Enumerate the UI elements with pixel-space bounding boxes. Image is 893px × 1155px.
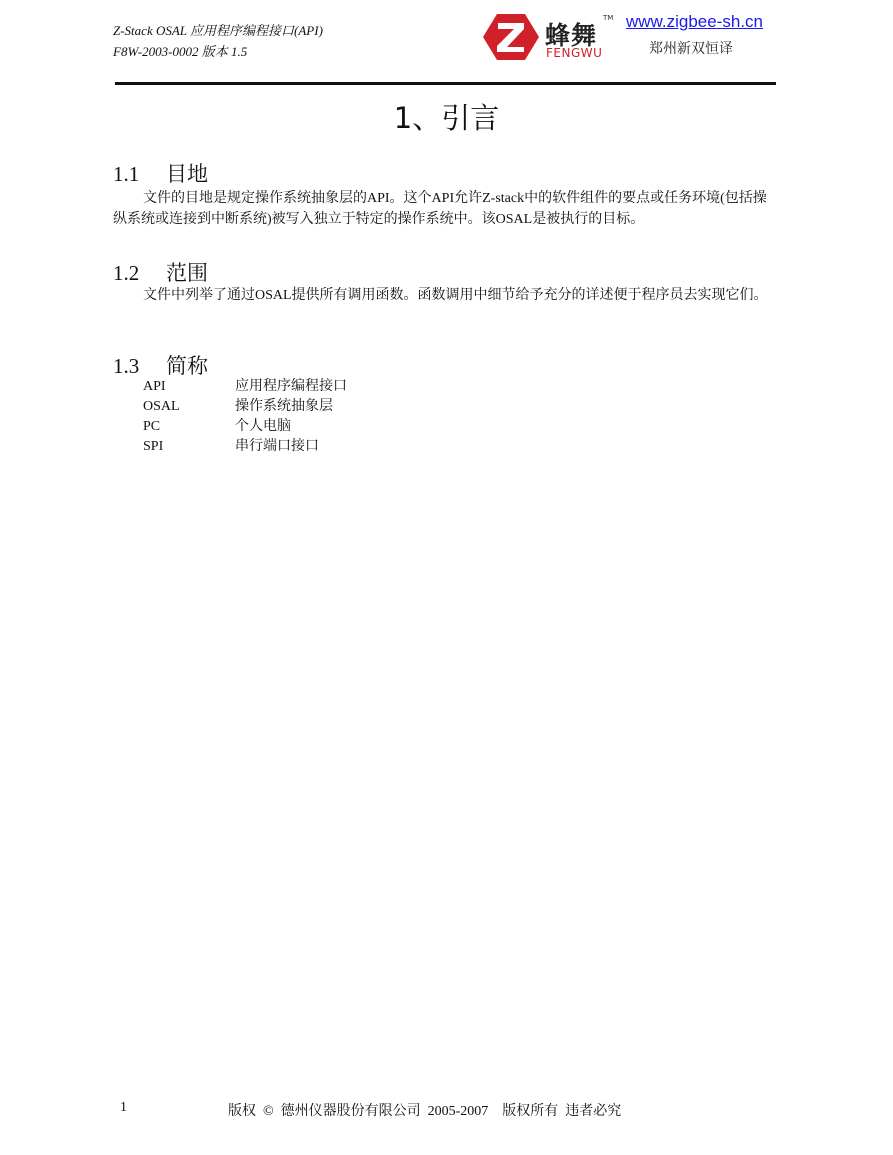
section-number: 1.2 [113,261,140,285]
abbreviation-meaning: 应用程序编程接口 [235,379,347,394]
abbreviation-term: OSAL [143,399,180,414]
abbreviation-row [143,437,347,457]
abbreviation-meaning: 操作系统抽象层 [235,399,333,414]
header-divider [115,82,776,85]
section-heading-scope [113,257,208,287]
section-body-purpose: 文件的目地是规定操作系统抽象层的API。这个API允许Z-stack中的软件组件的要点或任务环境(包括操纵系统或连接到中断系统)被写入独立于特定的操作系统中。该OSAL是被执行的目标。 [113,191,767,227]
section-title: 目地 [166,162,208,186]
trademark-mark: TM [603,14,614,22]
doc-code: F8W-2003-0002 版本 1.5 [113,44,248,59]
logo-english-text: FENGWU [546,46,603,60]
fengwu-logo [483,12,618,62]
translator-org: 郑州新双恒译 [649,42,733,57]
section-title: 范围 [166,261,208,285]
section-title: 简称 [166,354,208,378]
doc-title: Z-Stack OSAL 应用程序编程接口(API) [113,23,323,38]
section-number: 1.1 [113,162,140,186]
abbreviation-row [143,417,347,437]
copyright-notice: 版权 © 德州仪器股份有限公司 2005-2007 版权所有 违者必究 [228,1104,622,1119]
abbreviation-meaning: 个人电脑 [235,419,291,434]
abbreviation-term: API [143,379,166,394]
logo-chinese-text: 蜂舞 [545,21,598,50]
abbreviation-row [143,397,347,417]
section-body-scope: 文件中列举了通过OSAL提供所有调用函数。函数调用中细节给予充分的详述便于程序员去实现它们。 [143,288,768,303]
z-logo-icon [483,14,539,60]
abbreviation-term: SPI [143,439,164,454]
document-header [113,20,323,62]
abbreviation-list [143,377,347,457]
page-number: 1 [120,1100,127,1115]
chapter-title: 1、引言 [393,101,500,135]
section-heading-purpose [113,158,208,188]
section-number: 1.3 [113,354,140,378]
abbreviation-row [143,377,347,397]
abbreviation-term: PC [143,419,161,434]
website-link[interactable]: www.zigbee-sh.cn [626,12,764,31]
section-heading-abbreviations [113,350,208,380]
abbreviation-meaning: 串行端口接口 [235,439,319,454]
